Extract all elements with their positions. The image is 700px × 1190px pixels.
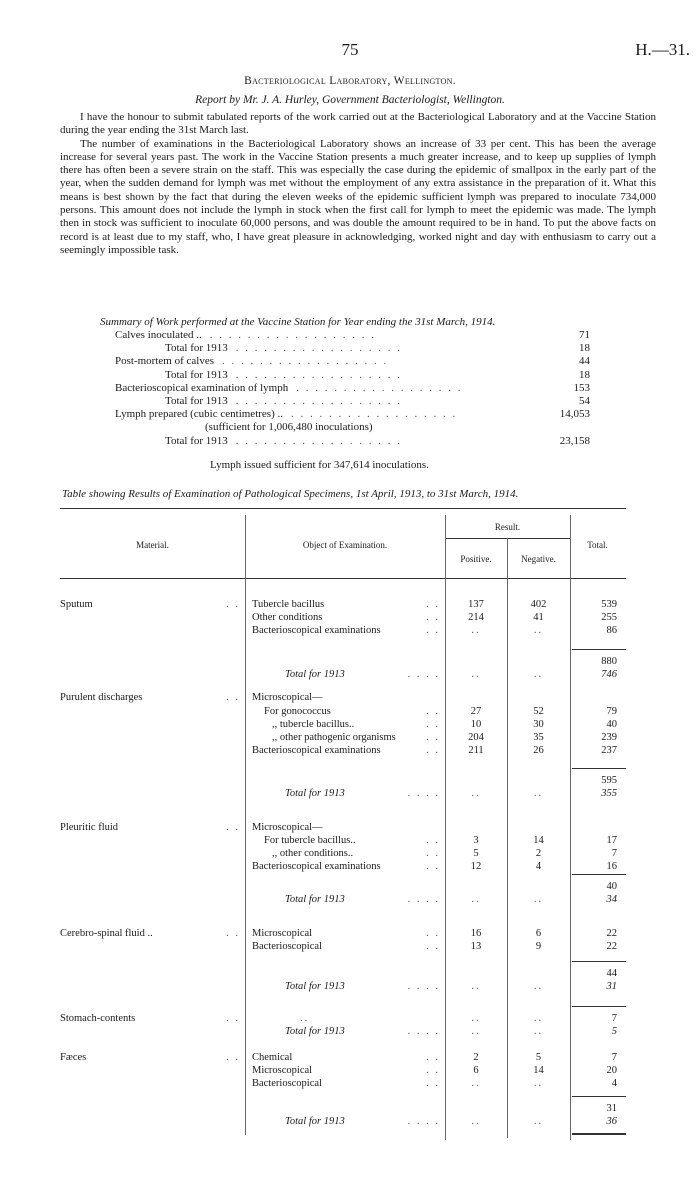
summary-value: 23,158	[559, 434, 590, 447]
object-label: Bacterioscopical examinations	[252, 745, 381, 756]
positive-cell: 2	[473, 1052, 479, 1063]
summary-value: 153	[573, 381, 590, 394]
paragraph: The number of examinations in the Bacteriological Laboratory shows an increase of 33 per cent. This has been the average increase for several years past. The work in the Vaccine Station presents a much greater increase, and to keep up supplies of lymph there has often been a severe strain on the staff. This was especially the case during the epidemic of smallpox in the early part of the year, when the sudden demand for lymph was met without the employment of any extra assistance in the preparation of it. What this means is best shown by the fact that during the eleven weeks of the epidemic sufficient lymph was prepared to inoculate 734,000 persons. This amount does not include the lymph in stock when the first call for lymph to meet the epidemic was made. The lymph then in stock was sufficient to inoculate 60,000 persons, and was double the amount required to be in hand. To put the above facts on record is at least due to my staff, who, I have great pleasure in acknowledging, worked night and day with enthusiasm to carry out a seemingly impossible task.	[60, 137, 656, 256]
header-object: Object of Examination.	[302, 540, 388, 550]
summary-row	[115, 329, 590, 342]
negative-cell: ..	[533, 1026, 544, 1037]
summary-label: Total for 1913	[165, 434, 228, 447]
positive-cell: 5	[473, 848, 479, 859]
negative-cell: 30	[533, 719, 544, 730]
material-cell	[60, 1012, 240, 1025]
total-cell: 7	[611, 1013, 617, 1024]
total-cell: 16	[606, 861, 617, 872]
leader-dots: . .	[426, 941, 440, 952]
object-label: Microscopical—	[252, 692, 323, 703]
object-cell	[252, 624, 440, 637]
summary-footer: Lymph issued sufficient for 347,614 inoculations.	[210, 459, 429, 471]
positive-cell	[445, 821, 507, 834]
positive-cell: ..	[471, 1013, 481, 1024]
negative-cell: 35	[533, 732, 544, 743]
summary-label: Lymph prepared (cubic centimetres) ..	[115, 408, 283, 421]
positive-cell: ..	[471, 1026, 481, 1037]
positive-cell	[445, 691, 507, 704]
summary-label: Total for 1913	[165, 342, 228, 355]
leader-dots: . .	[426, 1065, 440, 1076]
summary-label: Total for 1913	[165, 395, 228, 407]
total-cell: 539	[601, 599, 617, 610]
rule	[572, 874, 626, 875]
negative-cell: ..	[533, 981, 544, 992]
leader-dots: . .	[226, 822, 240, 833]
total-cell: 746	[601, 669, 617, 680]
object-cell	[252, 691, 440, 704]
material-cell	[60, 927, 240, 940]
positive-cell: 204	[468, 732, 484, 743]
object-label: Bacterioscopical	[252, 1078, 322, 1089]
object-label: Chemical	[252, 1052, 293, 1063]
total-cell	[570, 821, 617, 834]
rule	[572, 649, 626, 650]
positive-cell: 10	[470, 719, 482, 730]
positive-cell: 27	[470, 706, 482, 717]
positive-cell: 6	[473, 1065, 479, 1076]
leader-dots: . . . . . . . . . . . . . . . . . .	[235, 368, 403, 381]
leader-dots: . . . . . . . . . . . . . . . . . .	[221, 355, 389, 368]
leader-dots: . .	[226, 1052, 240, 1063]
object-label: Bacterioscopical	[252, 941, 322, 952]
negative-cell: ..	[533, 669, 544, 680]
leader-dots: . . . . . . . . . . . . . . . . . .	[235, 434, 403, 447]
object-cell	[252, 847, 440, 860]
leader-dots: . . . .	[407, 1026, 440, 1037]
object-label: ,, other conditions..	[272, 848, 354, 859]
summary-value: 71	[579, 329, 590, 341]
leader-dots: . .	[426, 706, 440, 717]
positive-cell: ..	[471, 625, 481, 636]
summary-row	[115, 395, 590, 408]
object-cell	[252, 1025, 440, 1038]
negative-cell: 14	[533, 1065, 544, 1076]
total-cell: 34	[606, 894, 617, 905]
sum-cell: 880	[601, 656, 617, 667]
material-label: Cerebro-spinal fluid ..	[60, 928, 153, 939]
object-cell	[252, 1077, 440, 1090]
leader-dots: . .	[426, 612, 440, 623]
total-cell: 239	[601, 732, 617, 743]
negative-cell: 26	[533, 745, 544, 756]
positive-cell: 211	[468, 745, 484, 756]
rule	[60, 508, 626, 509]
summary-value: 18	[579, 368, 590, 381]
material-cell	[60, 1051, 240, 1064]
leader-dots: . . . . . . . . . . . . . . . . . .	[291, 408, 458, 421]
summary-row	[115, 342, 590, 355]
leader-dots: . .	[226, 928, 240, 939]
rule	[572, 768, 626, 769]
positive-cell: 137	[468, 599, 484, 610]
document-reference: H.—31.	[635, 40, 690, 59]
total-cell: 255	[601, 612, 617, 623]
summary-row	[115, 408, 590, 421]
negative-cell: ..	[533, 1013, 544, 1024]
negative-cell: 5	[535, 1052, 542, 1063]
leader-dots: . .	[426, 835, 440, 846]
positive-cell: ..	[471, 1078, 481, 1089]
total-cell	[570, 691, 617, 704]
report-body	[60, 111, 656, 257]
material-label: Pleuritic fluid	[60, 822, 119, 833]
total-cell: 17	[606, 835, 617, 846]
object-label: Total for 1913	[285, 981, 345, 992]
object-cell	[252, 731, 440, 744]
negative-cell	[507, 821, 570, 834]
total-cell: 5	[611, 1026, 617, 1037]
leader-dots: . . . . . . . . . . . . . . . . . .	[209, 329, 377, 341]
leader-dots: . .	[426, 745, 440, 756]
positive-cell: ..	[471, 788, 481, 799]
material-cell	[60, 598, 240, 611]
summary-heading: Summary of Work performed at the Vaccine Station for Year ending the 31st March, 1914.	[100, 316, 496, 328]
object-label: Microscopical	[252, 928, 313, 939]
object-label: Bacterioscopical examinations	[252, 625, 381, 636]
leader-dots: . .	[226, 599, 240, 610]
leader-dots: . .	[226, 692, 240, 703]
object-label: For tubercle bacillus..	[264, 835, 356, 846]
header-positive: Positive.	[460, 554, 492, 564]
leader-dots: . .	[426, 861, 440, 872]
rule	[572, 961, 626, 962]
summary-label: (sufficient for 1,006,480 inoculations)	[205, 421, 373, 434]
leader-dots: . .	[426, 928, 440, 939]
negative-cell: 14	[533, 835, 544, 846]
total-cell: 40	[606, 719, 617, 730]
leader-dots: . . . . . . . . . . . . . . . . . .	[296, 381, 463, 394]
leader-dots: . . . .	[407, 669, 440, 680]
page-number: 75	[341, 40, 359, 59]
negative-cell: 402	[530, 599, 547, 610]
leader-dots: . .	[426, 1052, 440, 1063]
object-cell	[252, 705, 440, 718]
leader-dots: . . . .	[407, 981, 440, 992]
material-cell	[60, 691, 240, 704]
positive-cell: ..	[471, 669, 481, 680]
object-cell: ..	[300, 1013, 310, 1024]
negative-cell: 41	[533, 612, 544, 623]
leader-dots: . .	[426, 1078, 440, 1089]
sum-cell: 44	[606, 968, 617, 979]
rule	[572, 1006, 626, 1007]
total-cell: 22	[606, 941, 617, 952]
summary-value: 44	[579, 355, 590, 368]
report-subtitle: Report by Mr. J. A. Hurley, Government Bacteriologist, Wellington.	[195, 94, 505, 106]
positive-cell: 12	[470, 861, 482, 872]
report-title: Bacteriological Laboratory, Wellington.	[244, 75, 456, 87]
material-label: Fæces	[60, 1052, 87, 1063]
summary-label: Bacterioscopical examination of lymph	[115, 381, 289, 394]
summary-label: Calves inoculated ..	[115, 329, 202, 341]
object-label: Bacterioscopical examinations	[252, 861, 381, 872]
material-label: Sputum	[60, 599, 93, 610]
positive-cell: ..	[471, 1116, 481, 1127]
leader-dots: . . . .	[407, 1116, 440, 1127]
negative-cell: 2	[535, 848, 542, 859]
positive-cell: 214	[468, 612, 484, 623]
object-label: Total for 1913	[285, 1116, 345, 1127]
leader-dots: . . . .	[407, 894, 440, 905]
object-cell	[252, 927, 440, 940]
object-label: Microscopical—	[252, 822, 323, 833]
positive-cell: ..	[471, 981, 481, 992]
object-cell	[252, 893, 440, 906]
object-cell	[252, 1051, 440, 1064]
leader-dots: . .	[426, 848, 440, 859]
negative-cell: 9	[535, 941, 542, 952]
object-cell	[252, 787, 440, 800]
leader-dots: . .	[426, 732, 440, 743]
leader-dots: . .	[226, 1013, 240, 1024]
summary-row	[115, 369, 590, 382]
rule	[572, 1133, 626, 1135]
total-cell: 31	[606, 981, 617, 992]
object-cell	[252, 598, 440, 611]
object-label: Tubercle bacillus	[252, 599, 325, 610]
summary-label: Post-mortem of calves	[115, 355, 214, 368]
positive-cell: 16	[470, 928, 482, 939]
object-label: Total for 1913	[285, 894, 345, 905]
total-cell: 20	[606, 1065, 617, 1076]
summary-row	[115, 355, 590, 368]
object-label: Total for 1913	[285, 1026, 345, 1037]
negative-cell: ..	[533, 894, 544, 905]
object-cell	[252, 1064, 440, 1077]
object-cell	[252, 834, 440, 847]
object-label: Other conditions	[252, 612, 323, 623]
object-label: Total for 1913	[285, 669, 345, 680]
leader-dots: . . . .	[407, 788, 440, 799]
object-cell	[252, 668, 440, 681]
header-total: Total.	[587, 540, 608, 550]
total-cell: 237	[601, 745, 617, 756]
object-cell	[252, 940, 440, 953]
header-negative: Negative.	[521, 554, 556, 564]
total-cell: 7	[611, 848, 617, 859]
object-cell	[252, 611, 440, 624]
object-cell	[252, 860, 440, 873]
leader-dots: . .	[426, 719, 440, 730]
negative-cell: ..	[533, 788, 544, 799]
total-cell: 7	[611, 1052, 617, 1063]
rule	[572, 1096, 626, 1097]
summary-label: Total for 1913	[165, 368, 228, 381]
object-label: ,, other pathogenic organisms	[272, 732, 396, 743]
object-cell	[252, 718, 440, 731]
total-cell: 86	[606, 625, 617, 636]
rule	[60, 578, 626, 579]
leader-dots: . .	[426, 625, 440, 636]
column-rule	[245, 515, 246, 1135]
total-cell: 355	[601, 788, 617, 799]
leader-dots: . . . . . . . . . . . . . . . . . .	[235, 342, 403, 355]
sum-cell: 40	[606, 881, 617, 892]
sum-cell: 595	[601, 775, 617, 786]
object-cell	[252, 744, 440, 757]
total-cell: 36	[606, 1116, 617, 1127]
total-cell: 4	[611, 1078, 617, 1089]
header-material: Material.	[136, 540, 169, 550]
object-label: ,, tubercle bacillus..	[272, 719, 355, 730]
header-result: Result.	[494, 522, 521, 532]
object-cell	[252, 980, 440, 993]
paragraph: I have the honour to submit tabulated reports of the work carried out at the Bacteriological Laboratory and at the Vaccine Station during the year ending the 31st March last.	[60, 111, 656, 137]
material-label: Stomach-contents	[60, 1013, 136, 1024]
object-cell	[252, 821, 440, 834]
negative-cell: ..	[533, 1116, 544, 1127]
summary-row	[115, 435, 590, 448]
object-label: For gonococcus	[264, 706, 331, 717]
table-caption: Table showing Results of Examination of Pathological Specimens, 1st April, 1913, to 31st March, 1914.	[62, 488, 519, 500]
positive-cell: 13	[470, 941, 482, 952]
summary-row	[115, 382, 590, 395]
leader-dots: . . . . . . . . . . . . . . . . . .	[235, 395, 403, 407]
total-cell: 22	[606, 928, 617, 939]
object-label: Microscopical	[252, 1065, 313, 1076]
summary-value: 18	[579, 342, 590, 355]
object-label: Total for 1913	[285, 788, 345, 799]
positive-cell: ..	[471, 894, 481, 905]
negative-cell: 6	[535, 928, 542, 939]
total-cell: 79	[606, 706, 617, 717]
material-label: Purulent discharges	[60, 692, 143, 703]
sum-cell: 31	[606, 1103, 617, 1114]
object-cell	[252, 1115, 440, 1128]
material-cell	[60, 821, 240, 834]
negative-cell: 4	[535, 861, 542, 872]
negative-cell: ..	[533, 625, 544, 636]
positive-cell: 3	[473, 835, 479, 846]
negative-cell	[507, 691, 570, 704]
summary-value: 54	[579, 395, 590, 407]
negative-cell: ..	[533, 1078, 544, 1089]
leader-dots: . .	[426, 599, 440, 610]
negative-cell: 52	[533, 706, 544, 717]
summary-value: 14,053	[559, 408, 590, 421]
summary-row	[115, 421, 590, 434]
